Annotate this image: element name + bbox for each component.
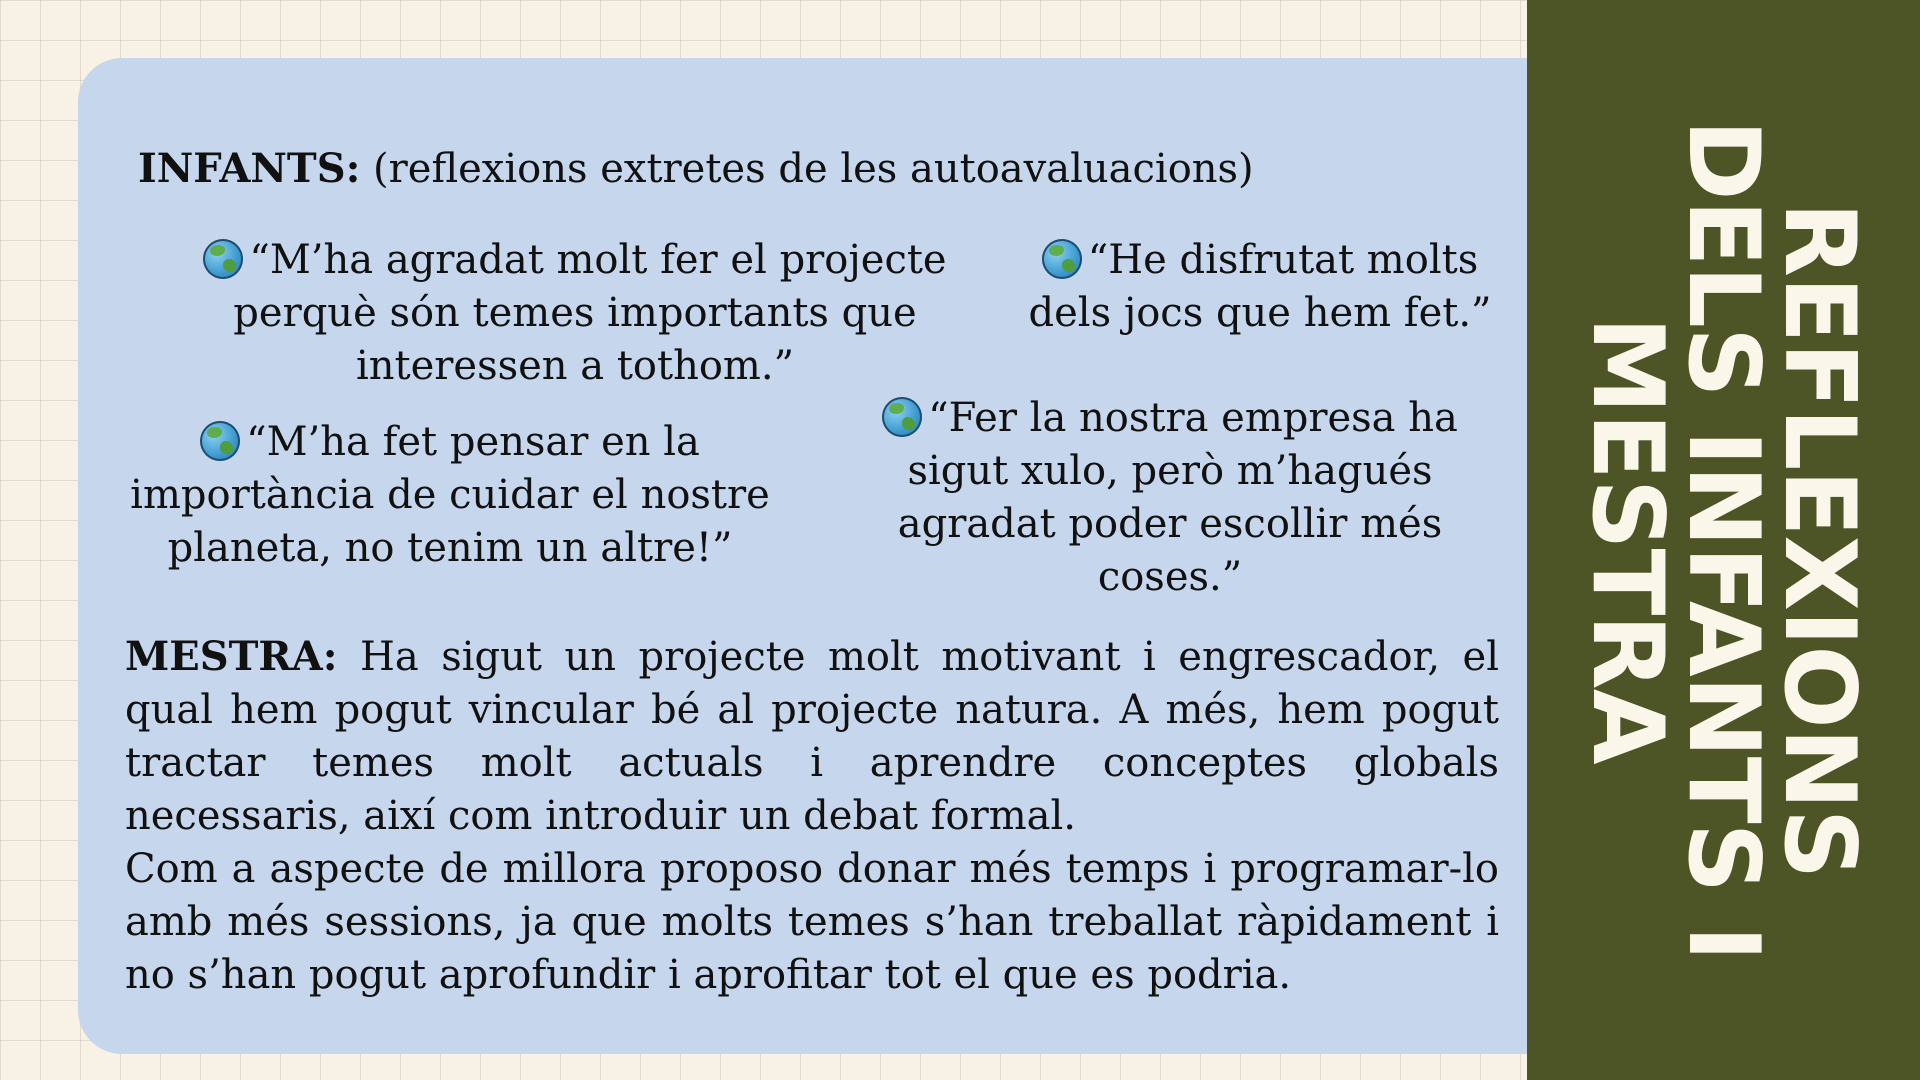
quote-1-text: “M’ha agradat molt fer el projecte perquè són temes importants que interessen a tothom.” xyxy=(233,237,947,389)
infants-heading xyxy=(138,142,1338,196)
earth-globe-icon xyxy=(1042,239,1082,279)
slide-title xyxy=(1569,40,1877,1040)
earth-globe-icon xyxy=(882,397,922,437)
title-line-1: REFLEXIONS xyxy=(1762,201,1877,879)
quote-4-text: “Fer la nostra empresa ha sigut xulo, però m’hagués agradat poder escollir més coses.” xyxy=(897,395,1458,600)
mestra-reflection xyxy=(125,630,1499,1002)
mestra-paragraph-1: Ha sigut un projecte molt motivant i engrescador, el qual hem pogut vincular bé al projecte natura. A més, hem pogut tractar temes molt actuals i aprendre conceptes globals necessaris, així com introduir un debat formal. xyxy=(125,634,1499,839)
mestra-paragraph-2: Com a aspecte de millora proposo donar més temps i programar-lo amb més sessions, ja que molts temes s’han treballat ràpidament i no s’han pogut aprofundir i aprofitar tot el que es podria. xyxy=(125,846,1499,998)
quote-3-text: “M’ha fet pensar en la importància de cuidar el nostre planeta, no tenim un altre!” xyxy=(130,419,770,571)
quote-3 xyxy=(115,416,785,575)
title-line-2: DELS INFANTS I xyxy=(1666,119,1781,961)
earth-globe-icon xyxy=(200,421,240,461)
quote-2 xyxy=(1005,234,1515,340)
quote-2-text: “He disfrutat molts dels jocs que hem fet.” xyxy=(1028,237,1492,336)
infants-subheading: (reflexions extretes de les autoavaluacions) xyxy=(360,146,1254,192)
infants-label: INFANTS: xyxy=(138,145,361,192)
quote-1 xyxy=(175,234,975,393)
quote-4 xyxy=(840,392,1500,604)
earth-globe-icon xyxy=(203,239,243,279)
title-line-3: MESTRA xyxy=(1569,316,1684,764)
mestra-label: MESTRA: xyxy=(125,633,338,680)
